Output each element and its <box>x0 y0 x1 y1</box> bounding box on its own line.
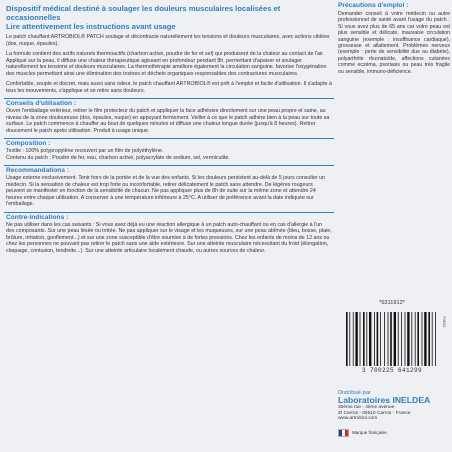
section-title: Recommandations : <box>6 167 70 174</box>
section-composition <box>4 138 334 161</box>
headline-line-1: Dispositif médical destiné à soulager les douleurs musculaires localisées et occasionnelles <box>6 4 281 22</box>
section-paragraph: Contenu du patch : Poudre de fer, eau, charbon activé, polyacrylate de sodium, sel, vermiculite. <box>6 154 230 161</box>
flag-label: Marque française <box>352 430 387 436</box>
barcode-top-code: *6311912* <box>379 300 405 306</box>
headline-line-2: Lire attentivement les instructions avant usage <box>6 22 176 31</box>
distributor-address <box>338 405 450 422</box>
section-recommandations <box>4 165 334 208</box>
precautions-column <box>338 2 450 75</box>
flag-row <box>338 429 450 437</box>
address-line: 30ème rue - 4ème avenue <box>338 405 395 410</box>
headline <box>4 2 334 34</box>
distributor-name: Laboratoires INELDEA <box>338 395 431 405</box>
french-flag-icon <box>338 429 349 437</box>
distributor-block <box>338 390 450 437</box>
website-link[interactable]: www.artrobiol.com <box>338 416 378 422</box>
side-code: FM001 <box>442 316 446 328</box>
intro-paragraph: Confortable, souple et discret, mais aussi sans odeur, le patch chauffant ARTROBIOL® est prêt à l'emploi et facile d'utilisation. Il s'adapte à tous les mouvements, s'applique et se retire sans douleurs. <box>6 81 332 94</box>
intro-paragraph: La formule contient des actifs naturels thermoactifs (charbon activé, poudre de fer et sel) qui produisent de la chaleur au contact de l'air. Appliqué sur la peau, il diffuse une chaleur thérapeutique agissant en profondeur pendant 8h, permettant d'apaiser et soulager naturellement les tensions et douleurs musculaires. La thermothérapie améliore également la circulation sanguine, favorise l'oxygénation des muscles permettant ainsi une élimination des toxines et déchets organiques responsables des contractures musculaires. <box>6 51 327 77</box>
section-paragraph: Textile : 100% polypropylène recouvert par un film de polyéthylène. <box>6 148 164 154</box>
barcode-block <box>338 300 446 382</box>
main-column <box>4 2 334 258</box>
address-line: ZI Carros - 06510 Carros - France <box>338 410 411 416</box>
section-conseils <box>4 98 334 134</box>
intro-text <box>4 34 334 94</box>
section-title: Composition : <box>6 140 51 147</box>
section-paragraph: Ouvrir l'emballage extérieur, retirer le film protecteur du patch et appliquer la face adhésive directement sur une peau propre et saine, au niveau de la zone douloureuse (dos, épaules, nuque) en appuyant fermement. Veiller à ce que le patch adhère bien à la peau sur toute sa surface. Le patch commence à chauffer au bout de quelques minutes et diffuse une chaleur longue durée (jusqu'à 8 heures). Retirer doucement le patch après utilisation. Produit à usage unique. <box>6 108 330 134</box>
distributor-label: Distribué par <box>338 390 371 396</box>
barcode-number: 3 700225 641299 <box>361 367 422 374</box>
section-title: Contre-indications : <box>6 213 69 221</box>
section-title: Conseils d'utilisation : <box>6 100 77 107</box>
barcode-icon <box>344 312 440 366</box>
precautions-title: Précautions d'emploi : <box>338 2 409 9</box>
section-paragraph: Ne pas utiliser dans les cas suivants : Si vous avez déjà eu une réaction allergique à un patch auto-chauffant ou en cas d'allergie à l'un des composants. Sur une peau lésée ou irritée. Ne pas appliquer sur le visage et les muqueuses, sur une peau abîmée (bleu, bosse, plaie, brûlure, irritation, gonflement...) et sur une zone susceptible d'être soumise à de fortes pressions. Chez les enfants de moins de 12 ans ou chez les personnes ne pouvant pas retirer le patch sans une aide extérieure. Sur une atteinte musculaire nécessitant du froid (élongation, claquage, contusion, tendinite...). Sur une atteinte articulaire localement chaude, ou autres sources de chaleur. <box>6 221 332 254</box>
intro-paragraph: Le patch chauffant ARTROBIOL® PATCH soulage et décontracte naturellement les tensions et douleurs musculaires, avec actions ciblées (dos, nuque, épaules). <box>6 34 330 47</box>
precautions-text: Demander conseil à votre médecin ou autre professionnel de santé avant l'usage du patch : Si vous avez plus de 65 ans car votre peau est plus sensible et délicate, mauvaise circulation sanguine (exemple : insuffisance cardiaque), grossesse et allaitement. Problèmes nerveux (exemple : perte de sensibilité due au diabète), polyarthrite rhumatoïde, affections cutanées comme eczéma, psoriasis ou peau très fragile ou sensible, immuno-déficience. <box>338 11 450 75</box>
section-contre-indications <box>4 212 334 255</box>
section-paragraph: Usage externe exclusivement. Tenir hors de la portée et de la vue des enfants. Si les douleurs persistent au-delà de 5 jours consulter un médecin. Si la sensation de chaleur est trop forte ou inconfortable, retirer délicatement le patch sans attendre. De légères rougeurs peuvent se manifester en fonction de la sensibilité de chacun. Ne pas appliquer plus de 8h de suite sur la même zone et attendre 24 heures entre chaque utilisation. A conserver à une température inférieure à 25°C. A utiliser de préférence avant la date indiquée sur l'emballage. <box>6 175 326 207</box>
